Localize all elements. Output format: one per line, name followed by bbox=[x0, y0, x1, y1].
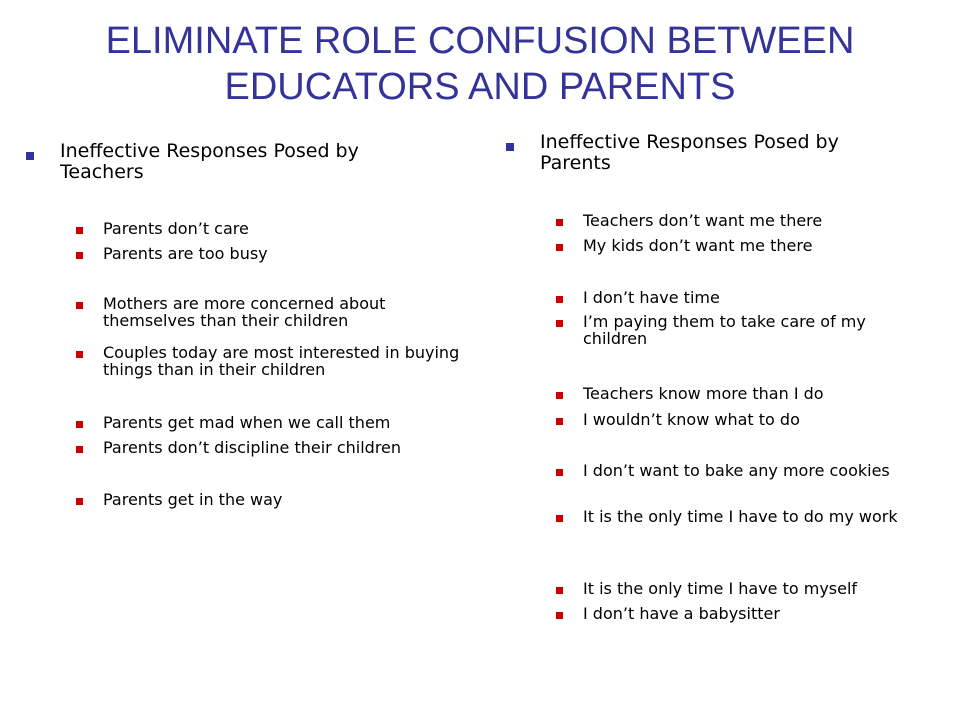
list-item-text: Parents are too busy bbox=[103, 244, 268, 263]
slide-title-line-1: ELIMINATE ROLE CONFUSION BETWEEN bbox=[105, 20, 855, 62]
bullet-square-icon bbox=[26, 152, 34, 160]
list-item-text: I’m paying them to take care of my children bbox=[583, 312, 866, 348]
bullet-square-icon bbox=[76, 498, 83, 505]
list-item bbox=[556, 581, 926, 598]
list-item bbox=[76, 246, 466, 263]
bullet-square-icon bbox=[76, 252, 83, 259]
list-item bbox=[556, 290, 926, 307]
list-item bbox=[556, 463, 926, 480]
bullet-square-icon bbox=[556, 612, 563, 619]
list-item-text: I don’t want to bake any more cookies bbox=[583, 461, 890, 480]
list-item bbox=[76, 440, 466, 457]
bullet-square-icon bbox=[556, 587, 563, 594]
bullet-square-icon bbox=[76, 446, 83, 453]
bullet-square-icon bbox=[76, 302, 83, 309]
right-heading bbox=[506, 132, 886, 174]
list-item-text: I don’t have time bbox=[583, 288, 720, 307]
list-item bbox=[556, 606, 926, 623]
list-item-text: Teachers know more than I do bbox=[583, 384, 824, 403]
list-item bbox=[76, 221, 466, 238]
left-heading bbox=[26, 141, 426, 183]
list-item-text: Parents don’t discipline their children bbox=[103, 438, 402, 457]
bullet-square-icon bbox=[556, 244, 563, 251]
slide-title-line-2: EDUCATORS AND PARENTS bbox=[224, 66, 736, 108]
bullet-square-icon bbox=[76, 351, 83, 358]
list-item-text: Parents get in the way bbox=[103, 490, 283, 509]
bullet-square-icon bbox=[556, 469, 563, 476]
left-heading-text: Ineffective Responses Posed by Teachers bbox=[60, 140, 359, 183]
list-item-text: It is the only time I have to myself bbox=[583, 579, 858, 598]
list-item-text: I don’t have a babysitter bbox=[583, 604, 780, 623]
list-item-text: Parents get mad when we call them bbox=[103, 413, 391, 432]
slide-title bbox=[40, 18, 920, 110]
list-item bbox=[556, 509, 926, 526]
list-item-text: Mothers are more concerned about themselves than their children bbox=[103, 294, 386, 330]
list-item-text: Couples today are most interested in buying things than in their children bbox=[103, 343, 460, 379]
list-item-text: My kids don’t want me there bbox=[583, 236, 813, 255]
list-item-text: Teachers don’t want me there bbox=[583, 211, 823, 230]
list-item bbox=[556, 386, 926, 403]
list-item bbox=[556, 238, 926, 255]
list-item bbox=[556, 314, 926, 347]
list-item bbox=[76, 345, 466, 378]
bullet-square-icon bbox=[556, 515, 563, 522]
list-item bbox=[556, 213, 926, 230]
list-item-text: I wouldn’t know what to do bbox=[583, 410, 800, 429]
list-item-text: Parents don’t care bbox=[103, 219, 249, 238]
list-item-text: It is the only time I have to do my work bbox=[583, 507, 898, 526]
bullet-square-icon bbox=[556, 418, 563, 425]
list-item bbox=[76, 296, 466, 329]
bullet-square-icon bbox=[76, 227, 83, 234]
bullet-square-icon bbox=[76, 421, 83, 428]
right-heading-text: Ineffective Responses Posed by Parents bbox=[540, 131, 839, 174]
bullet-square-icon bbox=[556, 219, 563, 226]
bullet-square-icon bbox=[556, 320, 563, 327]
bullet-square-icon bbox=[556, 296, 563, 303]
list-item bbox=[76, 415, 466, 432]
bullet-square-icon bbox=[556, 392, 563, 399]
list-item bbox=[556, 412, 926, 429]
list-item bbox=[76, 492, 466, 509]
bullet-square-icon bbox=[506, 143, 514, 151]
